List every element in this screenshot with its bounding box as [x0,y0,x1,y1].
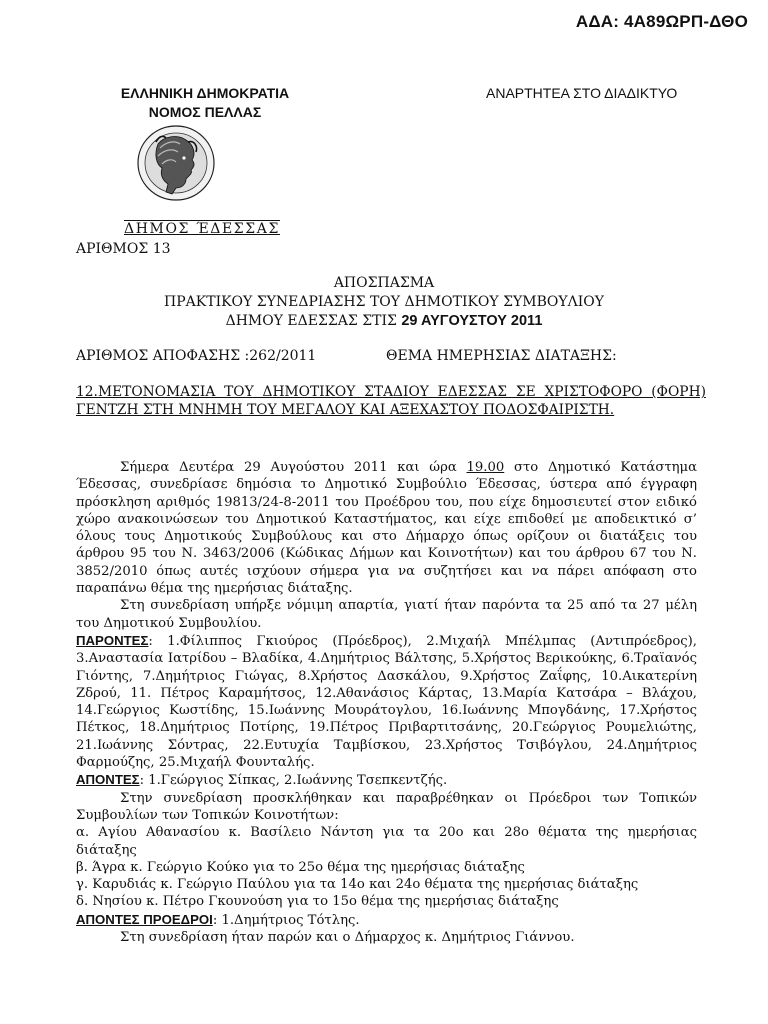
paragraph-mayor: Στη συνεδρίαση ήταν παρών και ο Δήμαρχος κ. Δημήτριος Γιάννου. [120,930,575,946]
issuer-country: ΕΛΛΗΝΙΚΗ ΔΗΜΟΚΡΑΤΙΑ [120,85,290,101]
present-label: ΠΑΡΟΝΤΕΣ [76,632,149,648]
invited-item-d: δ. Νησίου κ. Πέτρο Γκουνούση για το 15ο θέμα της ημερήσιας διάταξης [76,894,559,910]
minutes-number: ΑΡΙΘΜΟΣ 13 [76,241,171,257]
session-text-a: Σήμερα Δευτέρα 29 Αυγούστου 2011 και ώρα [120,460,467,475]
absent-label: ΑΠΟΝΤΕΣ [76,772,140,788]
alexander-seal-icon [136,124,216,202]
invited-item-a: α. Αγίου Αθανασίου κ. Βασίλειο Νάντση για τα 20ο και 28ο θέματα της ημερήσιας διάταξης [76,825,697,858]
absent-chairs [76,911,697,929]
invited-item-b: β. Άγρα κ. Γεώργιο Κούκο για το 25ο θέμα της ημερήσιας διάταξης [76,859,525,875]
absent-list: : 1.Γεώργιος Σίπκας, 2.Ιωάννης Τσεπκεντζής. [139,773,448,789]
decision-number: ΑΡΙΘΜΟΣ ΑΠΟΦΑΣΗΣ :262/2011 [76,348,317,364]
present-members [76,632,697,771]
absent-members [76,771,697,789]
invited-item-c: γ. Καρυδιάς κ. Γεώργιο Παύλου για τα 14ο και 24ο θέματα της ημερήσιας διάταξης [76,877,639,893]
session-text-b: στο Δημοτικό Κατάστημα Έδεσσας, συνεδρίασε δημόσια το Δημοτικό Συμβούλιο Έδεσσας, ύστερα από έγγραφη πρόσκληση αριθμός 19813/24-8-2011 του Προέδρου του, που είχε δημοσιευτεί στον ειδικό χώρο ανακοινώσεων του Δημοτικού Καταστήματος, και είχε επιδοθεί με αποδεικτικό σ’ όλους τους Δημοτικούς Συμβούλους και στο Δήμαρχο όπως ορίζουν οι διατάξεις του άρθρου 95 του Ν. 3463/2006 (Κώδικας Δήμων και Κοινοτήτων) και του άρθρου 67 του Ν. 3852/2010 όπως αυτές ισχύουν σήμερα για να συζητήσει και να πάρει απόφαση στο παραπάνω θέμα της ημερήσιας διάταξης. [76,460,697,597]
extract-subtitle: ΠΡΑΚΤΙΚΟΥ ΣΥΝΕΔΡΙΑΣΗΣ ΤΟΥ ΔΗΜΟΤΙΚΟΥ ΣΥΜΒΟΥΛΙΟΥ [164,294,604,310]
minutes-body [76,459,697,946]
issuer-block [90,84,320,122]
municipality-name: ΔΗΜΟΣ ΈΔΕΣΣΑΣ [124,221,281,237]
absent-chairs-label: ΑΠΟΝΤΕΣ ΠΡΟΕΔΡΟΙ [76,911,213,927]
paragraph-quorum: Στη συνεδρίαση υπήρξε νόμιμη απαρτία, γιατί ήταν παρόντα τα 25 από τα 27 μέλη του Δημοτικού Συμβουλίου. [76,598,697,631]
topic-label: ΘΕΜΑ ΗΜΕΡΗΣΙΑΣ ΔΙΑΤΑΞΗΣ: [386,348,617,364]
agenda-topic: 12.ΜΕΤΟΝΟΜΑΣΙΑ ΤΟΥ ΔΗΜΟΤΙΚΟΥ ΣΤΑΔΙΟΥ ΕΔΕΣΣΑΣ ΣΕ ΧΡΙΣΤΟΦΟΡΟ (ΦΟΡΗ) ΓΕΝΤΖΗ ΣΤΗ ΜΝΗΜΗ ΤΟΥ ΜΕΓΑΛΟΥ ΚΑΙ ΑΞΕΧΑΣΤΟΥ ΠΟΔΟΣΦΑΙΡΙΣΤΗ. [76,384,706,418]
paragraph-session [76,459,697,597]
issuer-prefecture: ΝΟΜΟΣ ΠΕΛΛΑΣ [148,104,262,120]
extract-date: 29 ΑΥΓΟΥΣΤΟΥ 2011 [401,313,543,329]
ada-code: ΑΔΑ: 4Α89ΩΡΠ-ΔΘΟ [575,12,748,31]
extract-title: ΑΠΟΣΠΑΣΜΑ [333,275,435,291]
present-list: : 1.Φίλιππος Γκιούρος (Πρόεδρος), 2.Μιχαήλ Μπέλμπας (Αντιπρόεδρος), 3.Αναστασία Ιατρίδου – Βλαδίκα, 4.Δημήτριος Βάλτσης, 5.Χρήστος Βερικούκης, 6.Τραϊανός Γιόντης, 7.Δημήτριος Γιώγας, 8.Χρήστος Δασκάλου, 9.Χρήστος Ζαΐφης, 10.Αικατερίνη Ζδρού, 11. Πέτρος Καραμήτσος, 12.Αθανάσιος Κάρτας, 13.Μαρία Κατσάρα – Βλάχου, 14.Γεώργιος Κωστίδης, 15.Ιωάννης Μουράτογλου, 16.Ιωάννης Μπογδάνης, 17.Χρήστος Πέτκος, 18.Δημήτριος Ποτίρης, 19.Πέτρος Πριβαρτιτσάνης, 20.Γεώργιος Ρουμελιώτης, 21.Ιωάννης Σόντρας, 22.Ευτυχία Ταμβίσκου, 23.Χρήστος Τσιβόγλου, 24.Δημήτριος Φαρμούζης, 25.Μιχαήλ Φουνταλής. [76,633,697,771]
paragraph-invited: Στην συνεδρίαση προσκλήθηκαν και παραβρέθηκαν οι Πρόεδροι των Τοπικών Συμβουλίων των Τοπικών Κοινοτήτων: [76,790,697,823]
post-online-note: ΑΝΑΡΤΗΤΕΑ ΣΤΟ ΔΙΑΔΙΚΤΥΟ [486,85,678,101]
absent-chairs-list: : 1.Δημήτριος Τότλης. [212,912,360,928]
extract-heading [76,274,692,331]
extract-date-prefix: ΔΗΜΟΥ ΕΔΕΣΣΑΣ ΣΤΙΣ [225,313,402,329]
session-time: 19.00 [466,460,505,475]
extract-date-line [76,312,692,331]
